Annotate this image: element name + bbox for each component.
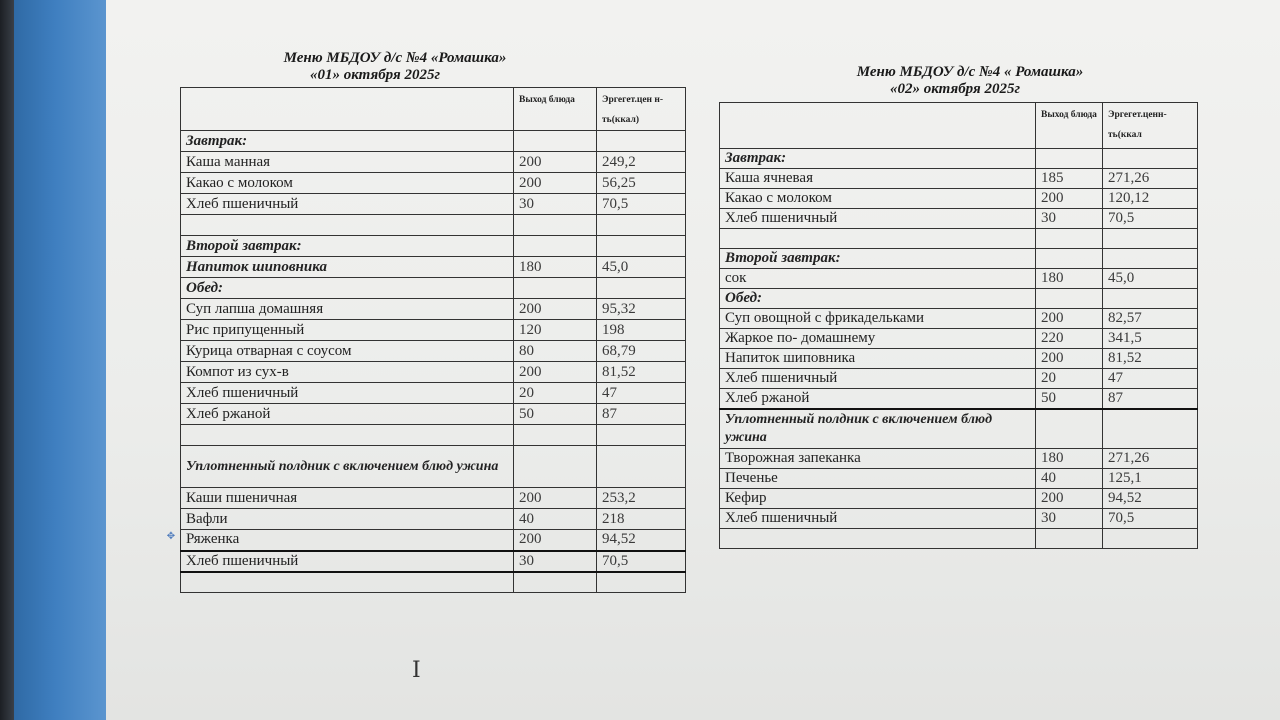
output-cell[interactable]: 40	[1036, 469, 1103, 489]
energy-cell[interactable]: 68,79	[597, 341, 686, 362]
energy-cell[interactable]: 81,52	[597, 362, 686, 383]
energy-cell[interactable]: 120,12	[1103, 189, 1198, 209]
table-section-row	[181, 278, 686, 299]
energy-cell[interactable]: 82,57	[1103, 309, 1198, 329]
dish-name-cell[interactable]: Кефир	[720, 489, 1036, 509]
dish-name-cell[interactable]: Суп лапша домашняя	[181, 299, 514, 320]
table-row	[720, 309, 1198, 329]
table-row	[181, 320, 686, 341]
table-row	[181, 551, 686, 572]
dish-name-cell[interactable]: Курица отварная с соусом	[181, 341, 514, 362]
energy-cell[interactable]: 87	[597, 404, 686, 425]
energy-cell[interactable]: 253,2	[597, 488, 686, 509]
dish-name-cell[interactable]: Напиток шиповника	[181, 257, 514, 278]
dish-name-cell[interactable]: Каши пшеничная	[181, 488, 514, 509]
menu1-title-line2: «01» октября 2025г	[309, 67, 441, 83]
table-blank-row	[181, 425, 686, 446]
dish-name-cell[interactable]: Хлеб пшеничный	[181, 551, 514, 572]
text-cursor-icon: I	[412, 658, 421, 683]
table-section-row	[181, 446, 686, 488]
dish-name-cell[interactable]: Завтрак:	[720, 149, 1036, 169]
dish-name-cell[interactable]: Хлеб пшеничный	[720, 209, 1036, 229]
output-cell[interactable]	[514, 278, 597, 299]
dish-name-cell[interactable]: Рис припущенный	[181, 320, 514, 341]
output-cell[interactable]: 180	[514, 257, 597, 278]
table-row	[181, 152, 686, 173]
table-row	[720, 349, 1198, 369]
menu1-table	[180, 87, 686, 593]
energy-cell[interactable]: 341,5	[1103, 329, 1198, 349]
table-section-row	[181, 131, 686, 152]
energy-cell[interactable]: 45,0	[597, 257, 686, 278]
energy-cell[interactable]: 249,2	[597, 152, 686, 173]
energy-cell[interactable]	[1103, 409, 1198, 449]
table-blank-row	[181, 215, 686, 236]
output-cell[interactable]: 200	[1036, 349, 1103, 369]
dish-name-cell[interactable]: Второй завтрак:	[181, 236, 514, 257]
header-output-cell[interactable]: Выход блюда	[514, 88, 597, 131]
output-cell[interactable]: 220	[1036, 329, 1103, 349]
table-row	[181, 509, 686, 530]
table-header-row	[181, 88, 686, 131]
energy-cell[interactable]: 70,5	[597, 551, 686, 572]
energy-cell[interactable]: 81,52	[1103, 349, 1198, 369]
energy-cell[interactable]	[1103, 229, 1198, 249]
energy-cell[interactable]: 56,25	[597, 173, 686, 194]
dish-name-cell[interactable]: Завтрак:	[181, 131, 514, 152]
energy-cell[interactable]	[597, 425, 686, 446]
output-cell[interactable]: 30	[1036, 209, 1103, 229]
output-cell[interactable]	[514, 236, 597, 257]
output-cell[interactable]: 200	[514, 299, 597, 320]
output-cell[interactable]: 50	[514, 404, 597, 425]
table-row	[720, 389, 1198, 409]
energy-cell[interactable]: 218	[597, 509, 686, 530]
table-row	[181, 299, 686, 320]
menu2-title-line1: Меню МБДОУ д/с №4 « Ромашка»	[856, 64, 1084, 80]
table-section-row	[181, 257, 686, 278]
output-cell[interactable]: 200	[1036, 309, 1103, 329]
dish-name-cell[interactable]: Каша манная	[181, 152, 514, 173]
energy-cell[interactable]: 47	[1103, 369, 1198, 389]
header-energy-cell[interactable]: Эргегет.цен н-ть(ккал)	[597, 88, 686, 131]
output-cell[interactable]: 200	[514, 530, 597, 551]
table-blank-row	[720, 229, 1198, 249]
menu2-table	[719, 102, 1198, 549]
energy-cell[interactable]: 198	[597, 320, 686, 341]
output-cell[interactable]: 200	[514, 152, 597, 173]
menu2-title	[790, 64, 1150, 98]
table-header-row	[720, 103, 1198, 149]
energy-cell[interactable]	[597, 236, 686, 257]
energy-cell[interactable]: 47	[597, 383, 686, 404]
output-cell[interactable]: 180	[1036, 269, 1103, 289]
energy-cell[interactable]	[597, 572, 686, 593]
output-cell[interactable]: 200	[514, 488, 597, 509]
dish-name-cell[interactable]: Второй завтрак:	[720, 249, 1036, 269]
table-section-row	[720, 149, 1198, 169]
table-blank-row	[720, 529, 1198, 549]
dish-name-cell[interactable]: Хлеб пшеничный	[181, 194, 514, 215]
output-cell[interactable]: 40	[514, 509, 597, 530]
dish-name-cell[interactable]: Творожная запеканка	[720, 449, 1036, 469]
output-cell[interactable]: 20	[514, 383, 597, 404]
output-cell[interactable]: 200	[514, 362, 597, 383]
energy-cell[interactable]	[1103, 249, 1198, 269]
table-row	[720, 169, 1198, 189]
output-cell[interactable]: 50	[1036, 389, 1103, 409]
output-cell[interactable]: 180	[1036, 449, 1103, 469]
dish-name-cell[interactable]: Хлеб ржаной	[181, 404, 514, 425]
table-row	[720, 469, 1198, 489]
header-dish-cell[interactable]	[720, 103, 1036, 149]
output-cell[interactable]: 80	[514, 341, 597, 362]
table-row	[720, 449, 1198, 469]
dish-name-cell[interactable]: Жаркое по- домашнему	[720, 329, 1036, 349]
table-row	[720, 269, 1198, 289]
dish-name-cell[interactable]: Компот из сух-в	[181, 362, 514, 383]
table-row	[181, 173, 686, 194]
dish-name-cell[interactable]: Хлеб пшеничный	[720, 369, 1036, 389]
table-section-row	[720, 249, 1198, 269]
dish-name-cell[interactable]: Обед:	[181, 278, 514, 299]
table-section-row	[181, 236, 686, 257]
output-cell[interactable]	[1036, 249, 1103, 269]
energy-cell[interactable]: 87	[1103, 389, 1198, 409]
dish-name-cell[interactable]	[181, 215, 514, 236]
energy-cell[interactable]	[597, 131, 686, 152]
energy-cell[interactable]: 70,5	[1103, 509, 1198, 529]
output-cell[interactable]: 30	[1036, 509, 1103, 529]
output-cell[interactable]: 120	[514, 320, 597, 341]
output-cell[interactable]: 200	[1036, 189, 1103, 209]
table-row	[181, 383, 686, 404]
dish-name-cell[interactable]: Напиток шиповника	[720, 349, 1036, 369]
dish-name-cell[interactable]	[181, 572, 514, 593]
menu2-title-line2: «02» октября 2025г	[889, 81, 1021, 97]
dish-name-cell[interactable]	[720, 229, 1036, 249]
table-row	[181, 488, 686, 509]
output-cell[interactable]	[1036, 409, 1103, 449]
output-cell[interactable]	[514, 572, 597, 593]
energy-cell[interactable]: 94,52	[1103, 489, 1198, 509]
table-row	[181, 362, 686, 383]
dish-name-cell[interactable]: Печенье	[720, 469, 1036, 489]
energy-cell[interactable]	[1103, 149, 1198, 169]
header-output-cell[interactable]: Выход блюда	[1036, 103, 1103, 149]
dish-name-cell[interactable]: Суп овощной с фрикадельками	[720, 309, 1036, 329]
screen-bezel	[0, 0, 14, 720]
table-row	[181, 341, 686, 362]
output-cell[interactable]: 185	[1036, 169, 1103, 189]
menu1-title	[215, 50, 575, 84]
output-cell[interactable]	[514, 215, 597, 236]
energy-cell[interactable]	[597, 278, 686, 299]
energy-cell[interactable]	[597, 215, 686, 236]
table-move-handle-icon[interactable]: ✥	[166, 531, 176, 542]
output-cell[interactable]: 200	[1036, 489, 1103, 509]
dish-name-cell[interactable]: Хлеб пшеничный	[181, 383, 514, 404]
table-row	[720, 489, 1198, 509]
dish-name-cell[interactable]: Каша ячневая	[720, 169, 1036, 189]
dish-name-cell[interactable]: Какао с молоком	[720, 189, 1036, 209]
header-dish-cell[interactable]	[181, 88, 514, 131]
table-section-row	[720, 289, 1198, 309]
dish-name-cell[interactable]: Уплотненный полдник с включением блюд ужина	[720, 409, 1036, 449]
dish-name-cell[interactable]: Хлеб ржаной	[720, 389, 1036, 409]
output-cell[interactable]	[514, 131, 597, 152]
dish-name-cell[interactable]: Обед:	[720, 289, 1036, 309]
table-row	[181, 194, 686, 215]
table-row	[181, 530, 686, 551]
menu1-title-line1: Меню МБДОУ д/с №4 «Ромашка»	[283, 50, 507, 66]
energy-cell[interactable]: 95,32	[597, 299, 686, 320]
output-cell[interactable]	[1036, 149, 1103, 169]
energy-cell[interactable]	[597, 446, 686, 488]
output-cell[interactable]: 30	[514, 551, 597, 572]
header-energy-cell[interactable]: Эргегет.ценн-ть(ккал	[1103, 103, 1198, 149]
dish-name-cell[interactable]: Хлеб пшеничный	[720, 509, 1036, 529]
output-cell[interactable]	[514, 425, 597, 446]
table-row	[720, 369, 1198, 389]
output-cell[interactable]	[1036, 529, 1103, 549]
dish-name-cell[interactable]: сок	[720, 269, 1036, 289]
energy-cell[interactable]	[1103, 289, 1198, 309]
dish-name-cell[interactable]	[720, 529, 1036, 549]
energy-cell[interactable]: 94,52	[597, 530, 686, 551]
energy-cell[interactable]: 271,26	[1103, 449, 1198, 469]
energy-cell[interactable]	[1103, 529, 1198, 549]
dish-name-cell[interactable]: Какао с молоком	[181, 173, 514, 194]
table-row	[720, 329, 1198, 349]
dish-name-cell[interactable]	[181, 425, 514, 446]
energy-cell[interactable]: 70,5	[1103, 209, 1198, 229]
output-cell[interactable]	[1036, 229, 1103, 249]
output-cell[interactable]: 20	[1036, 369, 1103, 389]
output-cell[interactable]: 200	[514, 173, 597, 194]
output-cell[interactable]	[514, 446, 597, 488]
editor-side-panel	[14, 0, 106, 720]
output-cell[interactable]: 30	[514, 194, 597, 215]
table-blank-row	[181, 572, 686, 593]
output-cell[interactable]	[1036, 289, 1103, 309]
table-section-row	[720, 409, 1198, 449]
dish-name-cell[interactable]: Вафли	[181, 509, 514, 530]
dish-name-cell[interactable]: Уплотненный полдник с включением блюд ужина	[181, 446, 514, 488]
energy-cell[interactable]: 125,1	[1103, 469, 1198, 489]
table-row	[720, 189, 1198, 209]
table-row	[720, 509, 1198, 529]
table-row	[720, 209, 1198, 229]
energy-cell[interactable]: 70,5	[597, 194, 686, 215]
energy-cell[interactable]: 45,0	[1103, 269, 1198, 289]
table-row	[181, 404, 686, 425]
dish-name-cell[interactable]: Ряженка	[181, 530, 514, 551]
energy-cell[interactable]: 271,26	[1103, 169, 1198, 189]
